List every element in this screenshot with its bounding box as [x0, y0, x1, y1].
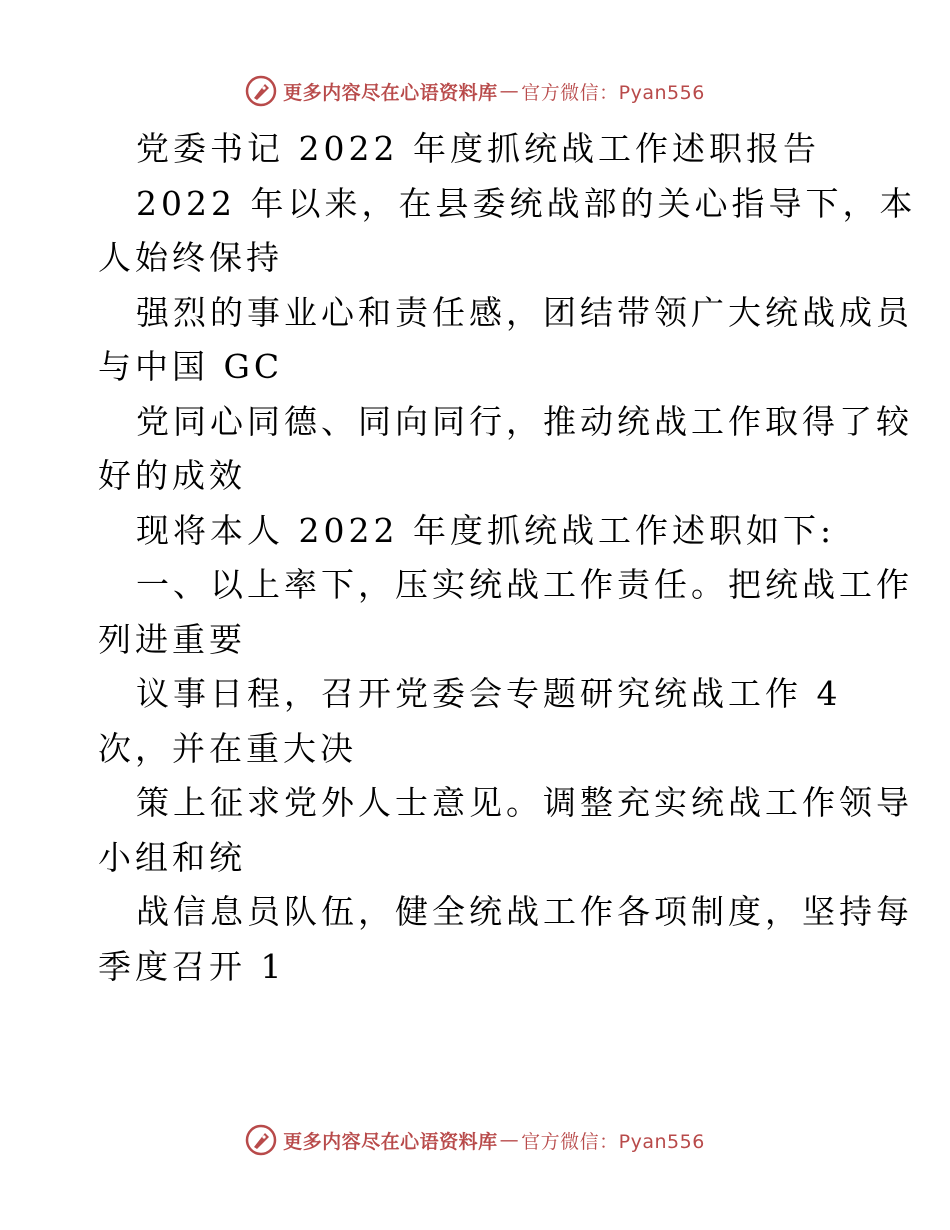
- watermark-brand: 更多内容尽在心语资料库: [283, 1130, 498, 1153]
- pen-nib-logo-icon: [245, 75, 277, 107]
- paragraph-line: 战信息员队伍，健全统战工作各项制度，坚持每: [136, 892, 913, 931]
- paragraph-line: 次，并在重大决: [98, 728, 357, 768]
- document-title: 党委书记 2022 年度抓统战工作述职报告: [136, 129, 820, 168]
- paragraph-line: 好的成效: [98, 456, 246, 495]
- paragraph-line: 策上征求党外人士意见。调整充实统战工作领导: [136, 783, 913, 822]
- paragraph-line: 议事日程，召开党委会专题研究统战工作 4: [136, 674, 842, 713]
- watermark-contact: 官方微信：Pyan556: [521, 81, 705, 104]
- paragraph-line: 与中国 GC: [98, 347, 284, 386]
- watermark-brand: 更多内容尽在心语资料库: [283, 81, 498, 104]
- watermark-separator: —: [499, 1129, 520, 1151]
- paragraph-line: 2022 年以来，在县委统战部的关心指导下，本: [136, 183, 917, 223]
- paragraph-line: 现将本人 2022 年度抓统战工作述职如下:: [136, 510, 836, 550]
- watermark-separator: —: [499, 80, 520, 102]
- paragraph-line: 一、以上率下，压实统战工作责任。把统战工作: [136, 565, 913, 604]
- pen-nib-logo-icon: [245, 1124, 277, 1156]
- watermark-contact: 官方微信：Pyan556: [521, 1130, 705, 1153]
- paragraph-line: 季度召开 1: [98, 946, 286, 986]
- paragraph-line: 人始终保持: [98, 238, 283, 277]
- header-watermark: [0, 71, 950, 111]
- footer-watermark: [0, 1120, 950, 1160]
- paragraph-line: 党同心同德、同向同行，推动统战工作取得了较: [136, 401, 913, 441]
- paragraph-line: 列进重要: [98, 619, 246, 659]
- document-body: [98, 122, 917, 994]
- paragraph-line: 强烈的事业心和责任感，团结带领广大统战成员: [136, 292, 913, 332]
- paragraph-line: 小组和统: [98, 837, 246, 877]
